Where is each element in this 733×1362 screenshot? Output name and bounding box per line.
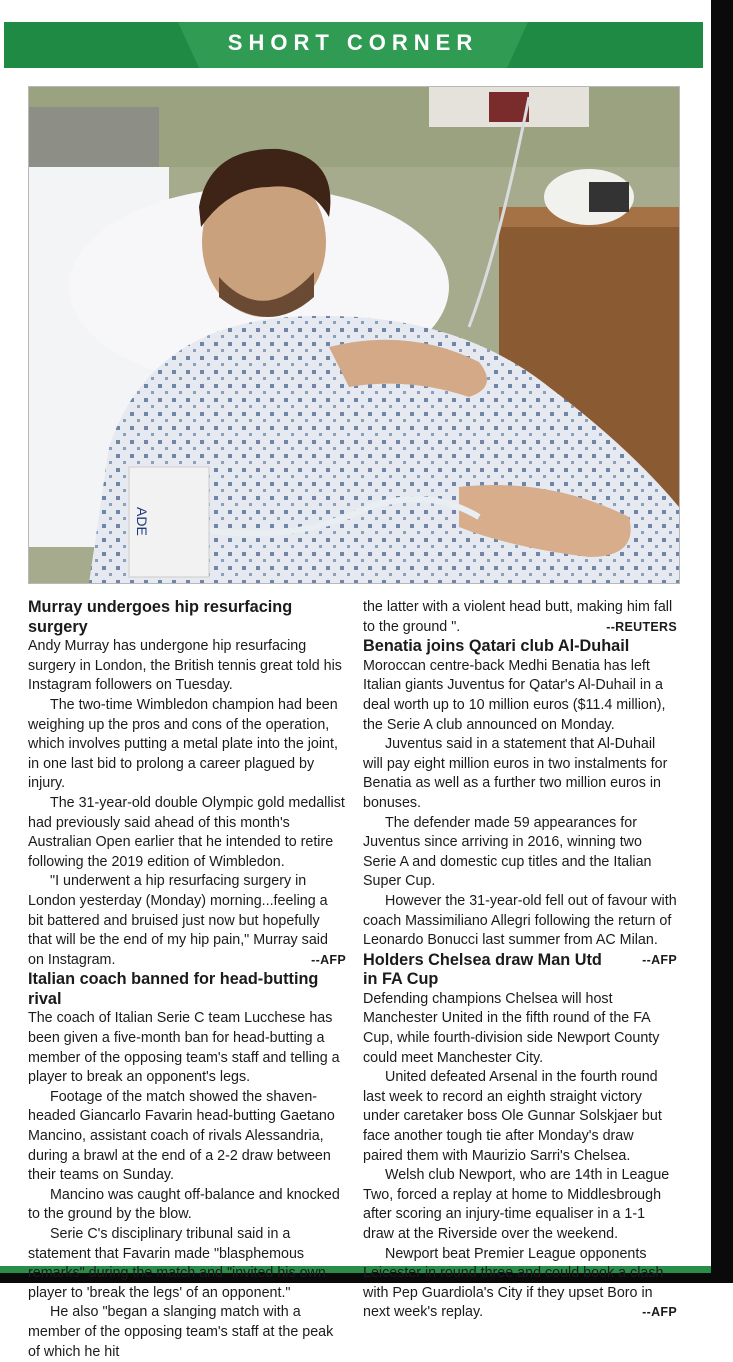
- article-paragraph: The defender made 59 appearances for Juventus since arriving in 2016, winning two Serie A and domestic cup titles and the Italian Super Cup.: [363, 814, 652, 890]
- article-paragraph: Andy Murray has undergone hip resurfacing surgery in London, the British tennis great told his Instagram followers on Tuesday.: [28, 638, 342, 694]
- article-credit: --AFP: [642, 1305, 677, 1320]
- article-paragraph: Mancino was caught off-balance and knocked to the ground by the blow.: [28, 1186, 340, 1223]
- article-paragraph: Moroccan centre-back Medhi Benatia has left Italian giants Juventus for Qatar's Al-Duhail in a deal worth up to 10 million euros ($11.4 million), the Serie A club announced on Monday.: [363, 657, 666, 733]
- article-paragraph: Footage of the match showed the shaven-headed Giancarlo Favarin head-butting Gaetano Mancino, assistant coach of rivals Alessandria, during a brawl at the end of a 2-2 draw between their teams on Sunday.: [28, 1088, 335, 1184]
- section-title: SHORT CORNER: [227, 30, 479, 55]
- article-credit: --REUTERS: [606, 619, 677, 634]
- left-column: [28, 598, 346, 1362]
- article-paragraph-text: However the 31-year-old fell out of favour with coach Massimiliano Allegri following the return of Leonardo Bonucci last summer from AC Milan.: [363, 892, 677, 949]
- svg-text:ADE: ADE: [134, 507, 150, 536]
- article-headline: Italian coach banned for head-butting rival: [28, 970, 319, 1008]
- article-paragraph: United defeated Arsenal in the fourth round last week to record an eighth straight victory under caretaker boss Ole Gunnar Solskjaer but face another tough tie after Monday's draw paired them with Maurizio Sarri's Chelsea.: [363, 1069, 662, 1164]
- article-credit: --AFP: [311, 952, 346, 967]
- article-headline: Benatia joins Qatari club Al-Duhail: [363, 637, 630, 656]
- article-photo: [28, 86, 680, 584]
- article-paragraph-text: Newport beat Premier League opponents Leicester in round three and could book a clash with Pep Guardiola's City if they upset Boro in next week's replay.: [363, 1245, 664, 1321]
- article-headline: Holders Chelsea draw Man Utd in FA Cup: [363, 950, 602, 989]
- article-paragraph: Welsh club Newport, who are 14th in League Two, forced a replay at home to Middlesbrough after scoring an injury-time equaliser in a 1-1 draw at the Riverside over the weekend.: [363, 1167, 670, 1242]
- article-paragraph: Serie C's disciplinary tribunal said in a statement that Favarin made "blasphemous remarks" during the match and "invited his own player to 'break the legs' of an opponent.": [28, 1226, 326, 1301]
- article-paragraph: [363, 1245, 677, 1323]
- page-frame-right: [711, 0, 733, 1283]
- article-credit: --AFP: [642, 952, 677, 967]
- article-continuation-text: the latter with a violent head butt, making him fall to the ground ".: [363, 599, 673, 635]
- article-paragraph: He also "began a slanging match with a member of the opposing team's staff at the peak of which he hit: [28, 1304, 334, 1360]
- article-paragraph: Defending champions Chelsea will host Manchester United in the fifth round of the FA Cup, while fourth-division side Newport County could meet Manchester City.: [363, 990, 660, 1066]
- article-paragraph: Juventus said in a statement that Al-Duhail will pay eight million euros in two instalments for Benatia as well as a further two million euros in bonuses.: [363, 736, 668, 811]
- article-paragraph: The 31-year-old double Olympic gold medallist had previously said ahead of this month's Australian Open earlier that he intended to retire following the 2019 edition of Wimbledon.: [28, 794, 345, 870]
- article-paragraph: [363, 892, 677, 967]
- article-continuation: [363, 598, 677, 637]
- article-paragraph: The two-time Wimbledon champion had been weighing up the pros and cons of the operation, which involves putting a metal plate into the joint, in one last bid to prolong a career plagued by injury.: [28, 696, 338, 792]
- right-column: [363, 598, 677, 1323]
- article-paragraph: The coach of Italian Serie C team Lucchese has been given a five-month ban for head-butting a member of the opposing team's staff and telling a player to break an opponent's legs.: [28, 1010, 340, 1086]
- article-paragraph-text: "I underwent a hip resurfacing surgery in London yesterday (Monday) morning...feeling a bit battered and bruised just now but hopefully that will be the end of my hip pain," Murray said on Instagram.: [28, 873, 328, 968]
- article-headline: Murray undergoes hip resurfacing surgery: [28, 598, 293, 636]
- article-paragraph: [28, 872, 346, 970]
- hospital-photo-icon: [29, 87, 679, 583]
